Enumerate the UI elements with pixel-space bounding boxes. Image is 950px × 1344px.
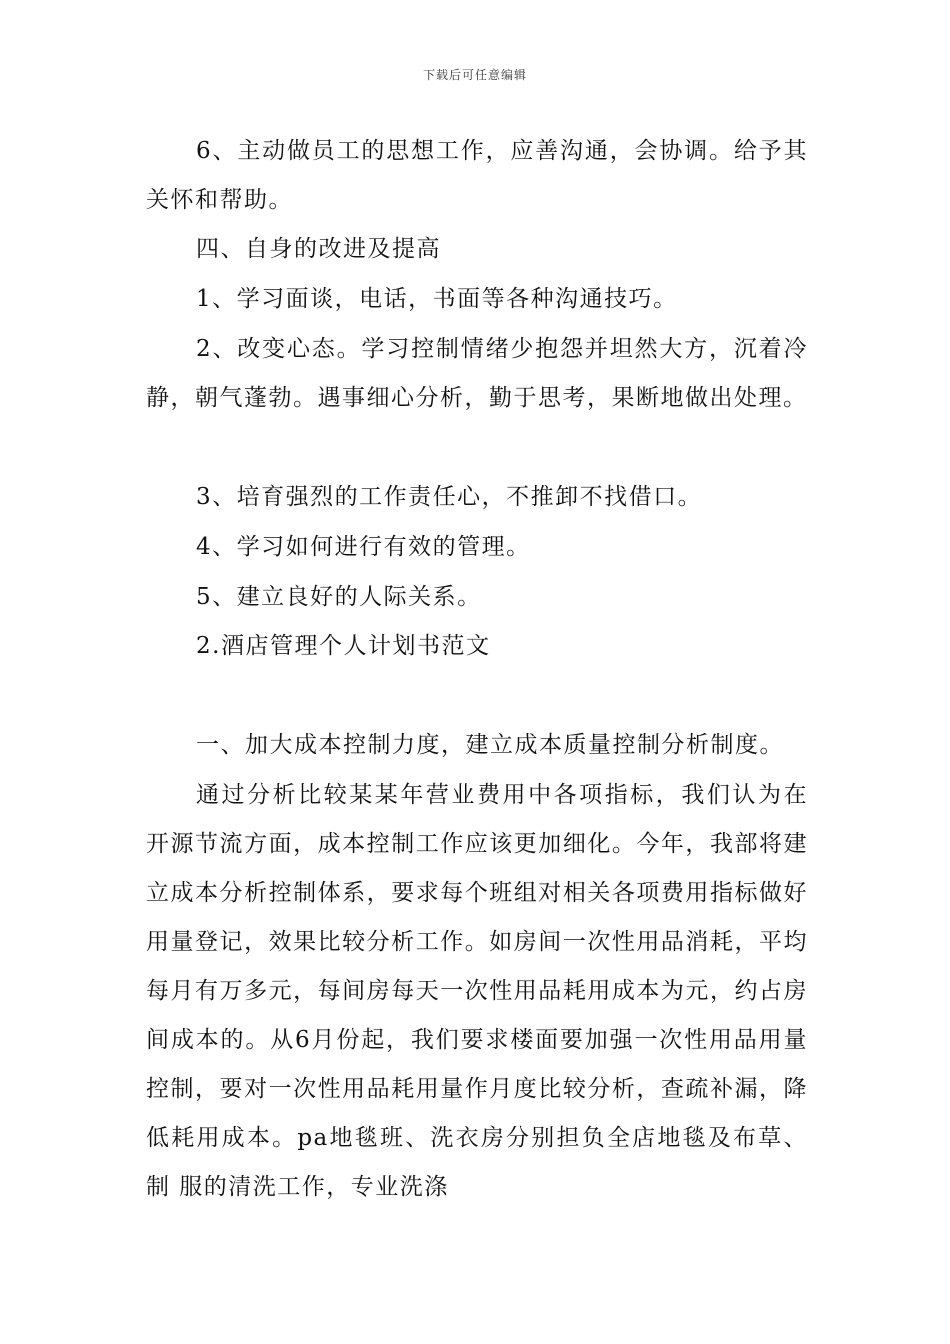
paragraph-item-2: 2、改变心态。学习控制情绪少抱怨并坦然大方，沉着冷静，朝气蓬勃。遇事细心分析，勤于思考，果断地做出处理。 <box>146 336 808 411</box>
header-note: 下载后可任意编辑 <box>422 68 527 82</box>
paragraph-item-4: 4、学习如何进行有效的管理。 <box>196 534 531 560</box>
section-title-hotel-plan: 2.酒店管理个人计划书范文 <box>196 633 491 659</box>
paragraph-item-5: 5、建立良好的人际关系。 <box>196 584 482 610</box>
paragraph-item-1: 1、学习面谈，电话，书面等各种沟通技巧。 <box>196 286 678 312</box>
paragraph-item-6: 6、主动做员工的思想工作，应善沟通，会协调。给予其关怀和帮助。 <box>146 138 808 213</box>
paragraph-item-3: 3、培育强烈的工作责任心，不推卸不找借口。 <box>196 484 703 510</box>
section-heading-self-improvement: 四、自身的改进及提高 <box>196 236 441 262</box>
section-heading-cost-control: 一、加大成本控制力度，建立成本质量控制分析制度。 <box>196 732 784 758</box>
paragraph-cost-analysis: 通过分析比较某某年营业费用中各项指标，我们认为在开源节流方面，成本控制工作应该更加细化。今年，我部将建立成本分析控制体系，要求每个班组对相关各项费用指标做好用量登记，效果比较分析工作。如房间一次性用品消耗，平均每月有万多元，每间房每天一次性用品耗用成本为元，约占房间成本的。从6月份起，我们要求楼面要加强一次性用品用量控制，要对一次性用品耗用量作月度比较分析，查疏补漏，降低耗用成本。pa地毯班、洗衣房分别担负全店地毯及布草、制 服的清洗工作，专业洗涤 <box>146 782 808 1200</box>
